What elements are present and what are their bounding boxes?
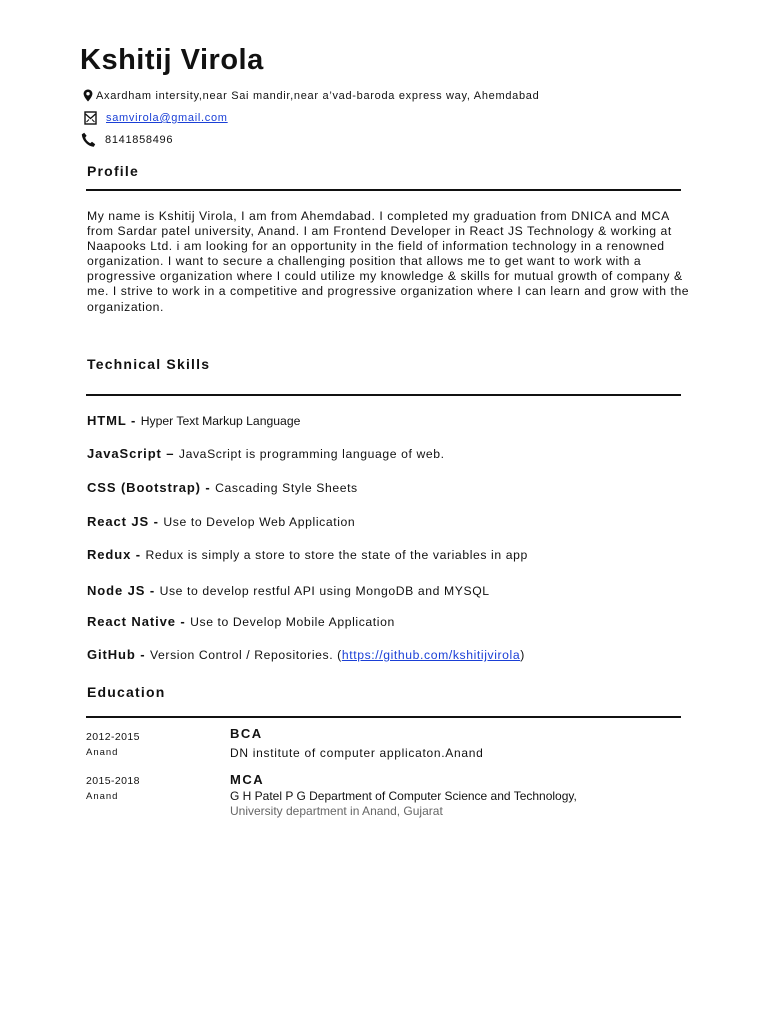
education-institution: DN institute of computer applicaton.Anand [230,746,484,760]
education-years: 2015-2018 [86,775,140,787]
skill-name: React JS - [87,514,164,529]
address-text: Axardham intersity,near Sai mandir,near a’vad-baroda express way, Ahemdabad [96,89,540,102]
skills-heading: Technical Skills [87,356,211,372]
profile-paragraph: My name is Kshitij Virola, I am from Ahemdabad. I completed my graduation from DNICA and MCA from Sardar patel university, Anand. I am Frontend Developer in React JS Technology & working at Naapooks Ltd. i am looking for an opportunity in the field of information technology in a renowned organization. I want to secure a challenging position that allows me to get want to work with a progressive organization where I could utilize my knowledge & skills for mutual growth of company & me. I strive to work in a competitive and progressive organization where I can learn and grow with the organization. [87,209,690,314]
education-institution-subline: University department in Anand, Gujarat [230,804,443,818]
location-pin-icon [83,89,93,102]
mail-icon [84,111,97,125]
skill-description: Use to develop restful API using MongoDB and MYSQL [159,584,490,598]
education-degree: BCA [230,726,263,741]
profile-heading: Profile [87,163,139,179]
skill-item-css [87,480,358,495]
education-heading: Education [87,684,166,700]
phone-icon [81,132,96,148]
email-link[interactable]: samvirola@gmail.com [106,112,228,124]
education-years: 2012-2015 [86,731,140,743]
skill-description-tail: ) [520,648,525,662]
skill-name: CSS (Bootstrap) - [87,480,216,495]
address-row [83,89,539,102]
profile-divider [86,189,681,191]
skill-description: Use to Develop Web Application [163,515,356,529]
education-institution: G H Patel P G Department of Computer Science and Technology, [230,789,577,803]
skill-item-html [87,413,300,428]
skill-description: JavaScript is programming language of web. [178,447,445,461]
skill-name: Redux - [87,547,146,562]
skill-name: HTML - [87,413,141,428]
phone-row [81,132,173,148]
skill-item-github [87,647,525,662]
skill-description: Cascading Style Sheets [215,481,358,495]
skill-name: React Native - [87,614,191,629]
skill-name: JavaScript – [87,446,179,461]
github-link[interactable]: https://github.com/kshitijvirola [341,648,521,662]
skill-name: GitHub - [87,647,150,662]
skill-item-react-js [87,514,355,529]
skill-item-node-js [87,583,490,598]
email-row [84,111,228,125]
skills-divider [86,394,681,396]
candidate-name: Kshitij Virola [80,44,264,76]
education-degree: MCA [230,772,265,787]
education-divider [86,716,681,718]
skill-description: Redux is simply a store to store the state of the variables in app [145,548,528,562]
skill-item-javascript [87,446,445,461]
skill-description: Use to Develop Mobile Application [190,615,395,629]
skill-description: Version Control / Repositories. ( [149,648,342,662]
education-place: Anand [86,747,119,758]
skill-item-redux [87,547,528,562]
skill-name: Node JS - [87,583,160,598]
education-place: Anand [86,791,119,802]
skill-item-react-native [87,614,395,629]
skill-description: Hyper Text Markup Language [140,414,301,428]
phone-text: 8141858496 [105,134,174,146]
